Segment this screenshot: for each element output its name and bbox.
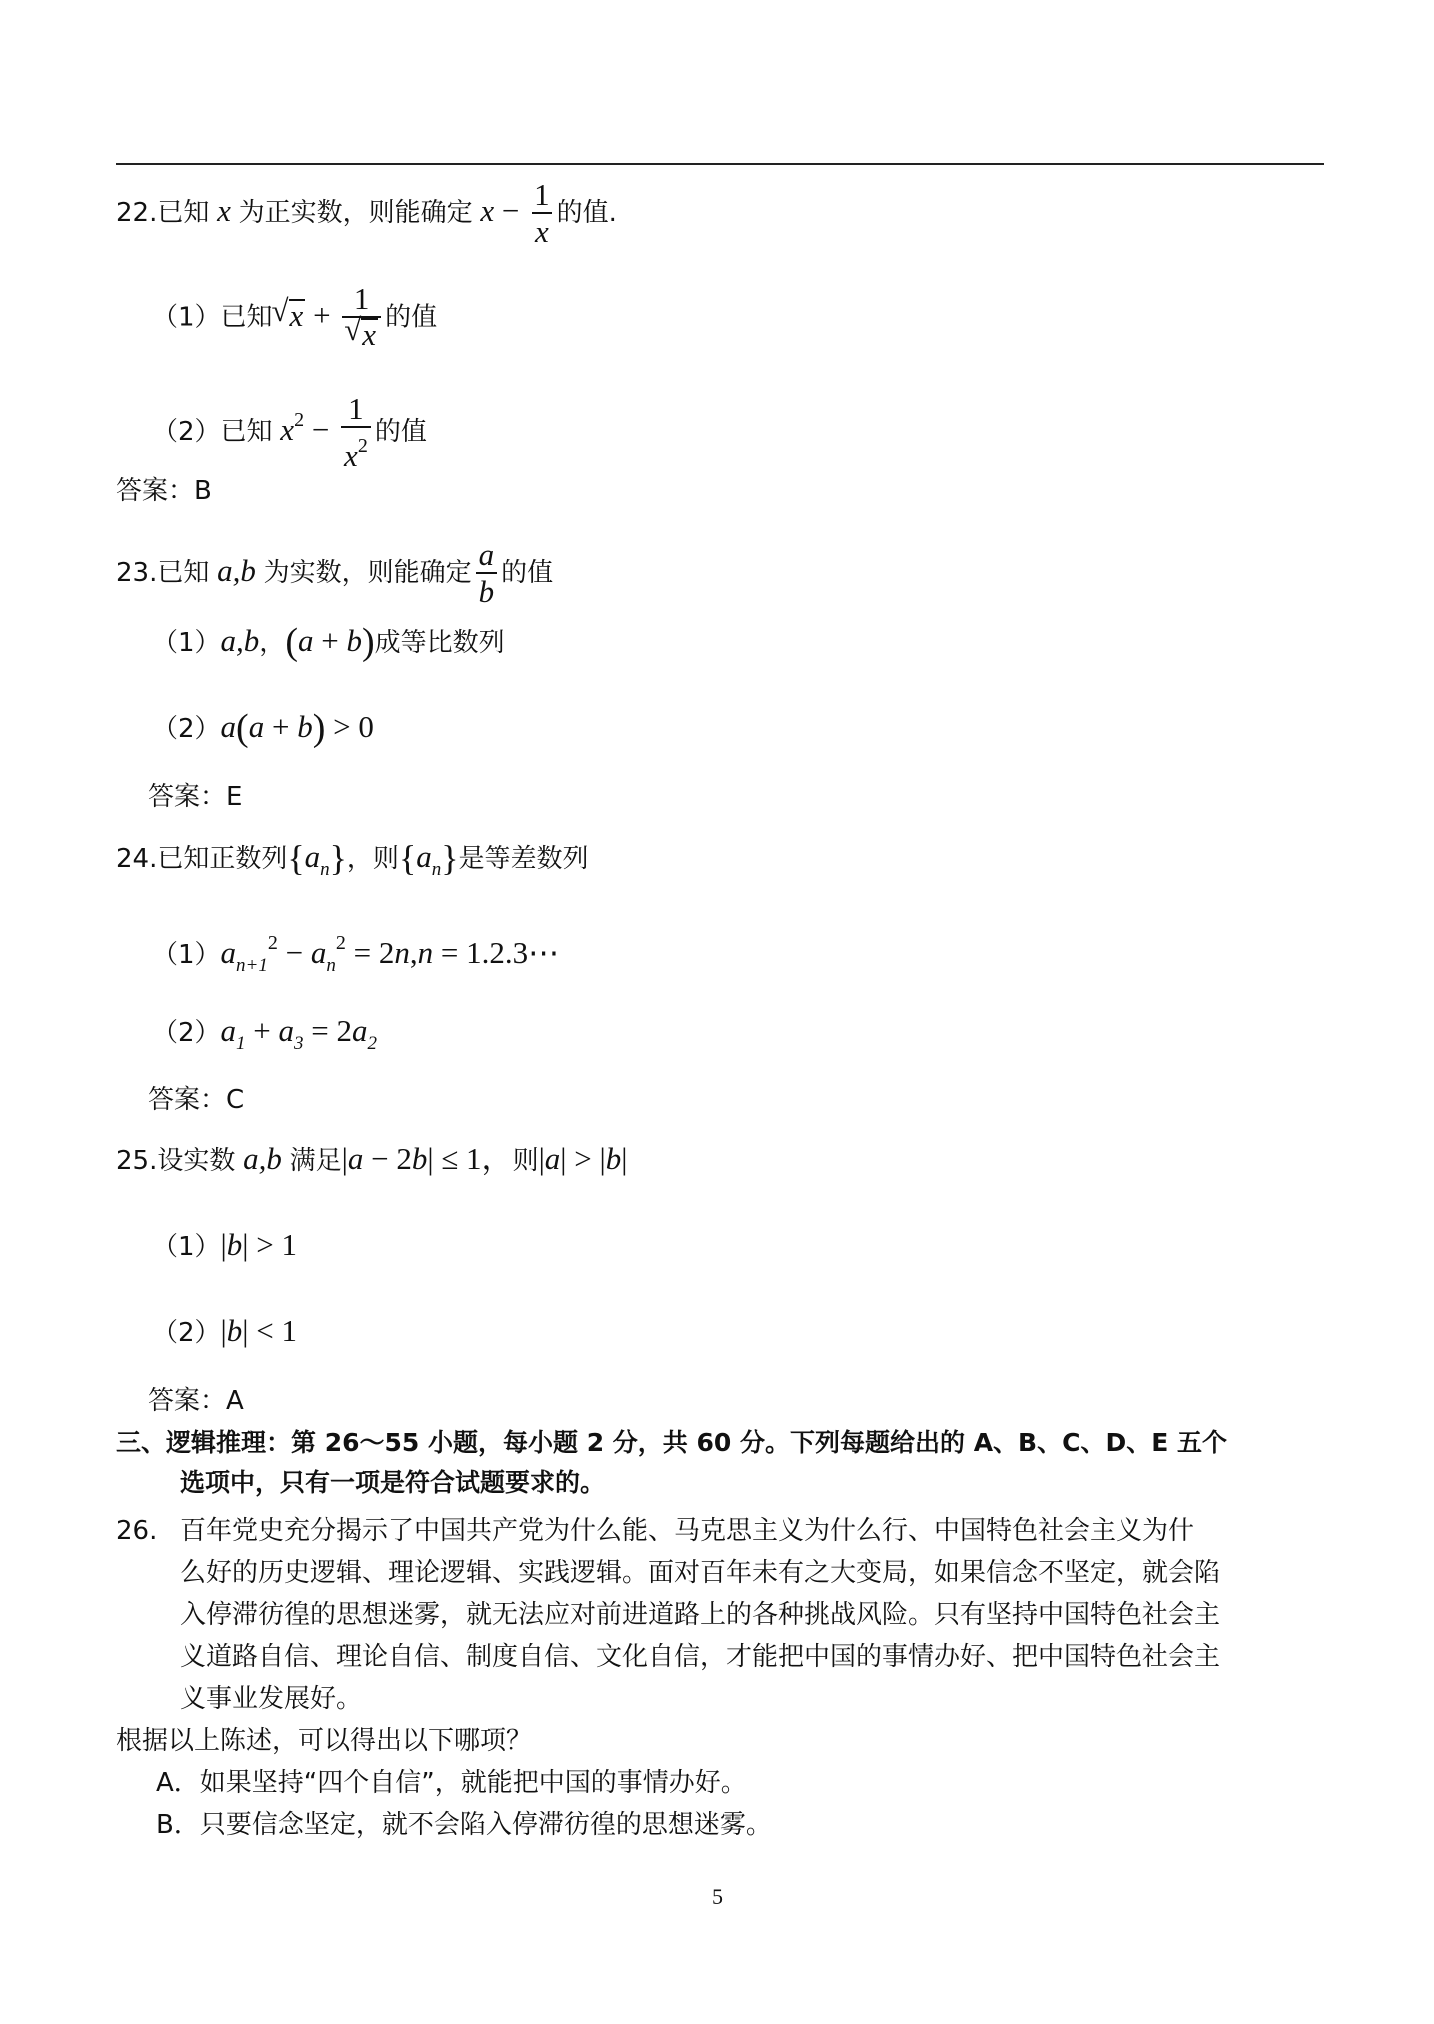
q24-condition-1: $(1)a_{n+1}^2 - a_n^2 = 2n,n$ = 1.2.3⋯ bbox=[152, 932, 560, 976]
header-rule bbox=[116, 163, 1324, 165]
q26-text-line-5: 义事业发展好。 bbox=[180, 1684, 363, 1714]
q22-condition-2: （2）已知 $x^2$ − $\frac{1}{x^2}$ 的值 bbox=[152, 391, 427, 473]
q26-option-b: B．只要信念坚定，就不会陷入停滞彷徨的思想迷雾。 bbox=[156, 1810, 772, 1840]
q25-answer: 答案：A bbox=[148, 1386, 244, 1416]
section-3-header-line-1: 三、逻辑推理：第 26～55 小题，每小题 2 分，共 60 分。下列每题给出的 A、B、C、D、E 五个 bbox=[116, 1428, 1227, 1457]
q25-condition-2: （2）|b| < 1 bbox=[152, 1313, 297, 1348]
page-number: 5 bbox=[712, 1884, 723, 1909]
q26-question: 根据以上陈述，可以得出以下哪项？ bbox=[116, 1726, 533, 1756]
q26-text-line-3: 入停滞彷徨的思想迷雾，就无法应对前进道路上的各种挑战风险。只有坚持中国特色社会主 bbox=[180, 1600, 1221, 1630]
q25-stem: 25.设实数 a,b 满足|a − 2b| ≤ 1，则|a| > |b| bbox=[116, 1141, 628, 1176]
q24-stem: 24.已知正数列$\{a_n\}$，则$\{a_n\}$是等差数列 bbox=[116, 838, 589, 880]
q22-stem: 22.已知 x 为正实数，则能确定 x − $\frac{1}{x}$ 的值. bbox=[116, 177, 617, 249]
section-3-header-line-2: 选项中，只有一项是符合试题要求的。 bbox=[180, 1468, 606, 1497]
q22-condition-1: （1）已知√ x + 1 √ x 的值 bbox=[152, 282, 437, 355]
q23-condition-1: （1）a,b，(a + b)成等比数列 bbox=[152, 621, 505, 663]
q26-option-a: A．如果坚持“四个自信”，就能把中国的事情办好。 bbox=[156, 1768, 747, 1798]
q24-condition-2: $(2)a_1 + a_3 = 2a_2$ bbox=[152, 1013, 378, 1054]
q23-condition-2: （2）a(a + b) > 0 bbox=[152, 707, 374, 749]
q23-stem: 23.已知 a,b 为实数，则能确定 $\frac{a}{b}$ 的值 bbox=[116, 537, 554, 609]
q24-answer: 答案：C bbox=[148, 1085, 245, 1115]
q23-answer: 答案：E bbox=[148, 782, 243, 812]
q26-text-line-4: 义道路自信、理论自信、制度自信、文化自信，才能把中国的事情办好、把中国特色社会主 bbox=[180, 1642, 1221, 1672]
q26-number: 26. bbox=[116, 1516, 158, 1546]
q26-text-line-1: 百年党史充分揭示了中国共产党为什么能、马克思主义为什么行、中国特色社会主义为什 bbox=[180, 1516, 1195, 1546]
q26-text-line-2: 么好的历史逻辑、理论逻辑、实践逻辑。面对百年未有之大变局，如果信念不坚定，就会陷 bbox=[180, 1558, 1221, 1588]
q22-answer: 答案：B bbox=[116, 476, 212, 506]
q25-condition-1: （1）|b| > 1 bbox=[152, 1227, 297, 1262]
